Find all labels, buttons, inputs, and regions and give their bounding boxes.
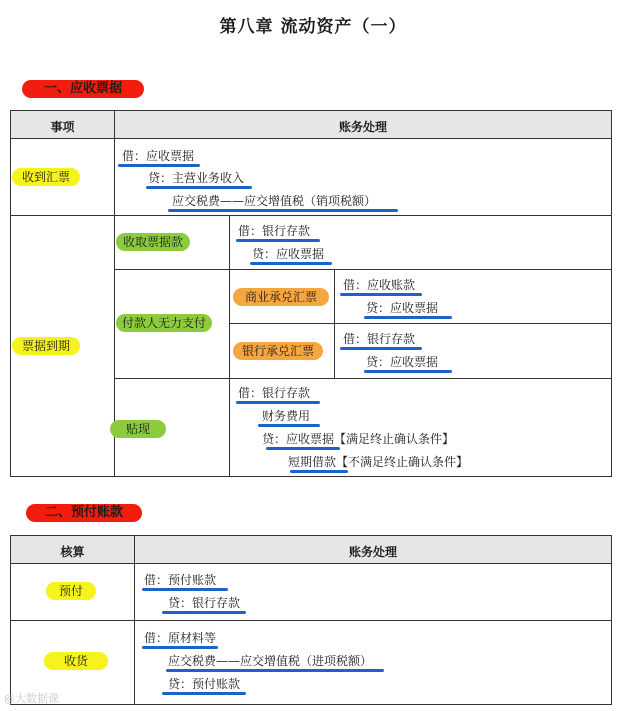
- entry-line: 贷：应收票据: [366, 355, 439, 369]
- entry-line: 贷：应收票据【满足终止确认条件】: [262, 432, 455, 446]
- bill-maturity-label: 票据到期: [12, 337, 80, 355]
- entry-line: 贷：主营业务收入: [148, 171, 245, 185]
- entry-line: 财务费用: [262, 409, 311, 423]
- entry-line: 借：银行存款: [343, 332, 416, 346]
- prepay-label: 预付: [46, 582, 96, 600]
- collect-payment-label: 收取票据款: [116, 233, 190, 251]
- entry-line: 借：原材料等: [144, 631, 217, 645]
- entry-line: 借：应收账款: [343, 278, 416, 292]
- entry-line: 贷：应收票据: [252, 247, 325, 261]
- footer-watermark: @大数据课: [4, 692, 59, 705]
- prepayment-table: [10, 535, 612, 705]
- entry-line: 贷：预付账款: [168, 677, 241, 691]
- receive-goods-label: 收货: [44, 652, 108, 670]
- page-title: 第八章 流动资产（一）: [219, 17, 407, 37]
- entry-line: 借：应收票据: [122, 149, 195, 163]
- col-item-header: 事项: [50, 120, 75, 134]
- col-treatment-header: 账务处理: [348, 545, 397, 559]
- entry-line: 借：银行存款: [238, 224, 311, 238]
- commercial-acceptance-label: 商业承兑汇票: [233, 288, 329, 306]
- col-treatment-header: 账务处理: [338, 120, 387, 134]
- entry-line: 借：银行存款: [238, 386, 311, 400]
- entry-line: 贷：银行存款: [168, 596, 241, 610]
- entry-line: 应交税费——应交增值税（进项税额）: [168, 654, 373, 668]
- entry-line: 借：预付账款: [144, 573, 217, 587]
- bank-acceptance-label: 银行承兑汇票: [233, 342, 323, 360]
- section1-heading: 一、应收票据: [22, 80, 144, 98]
- entry-line: 贷：应收票据: [366, 301, 439, 315]
- col-item-header: 核算: [60, 545, 85, 559]
- section2-heading: 二、预付账款: [26, 504, 142, 522]
- payer-default-label: 付款人无力支付: [116, 314, 212, 332]
- receive-bill-label: 收到汇票: [12, 168, 80, 186]
- entry-line: 短期借款【不满足终止确认条件】: [288, 455, 469, 469]
- entry-line: 应交税费——应交增值税（销项税额）: [172, 194, 377, 208]
- discount-label: 贴现: [110, 420, 166, 438]
